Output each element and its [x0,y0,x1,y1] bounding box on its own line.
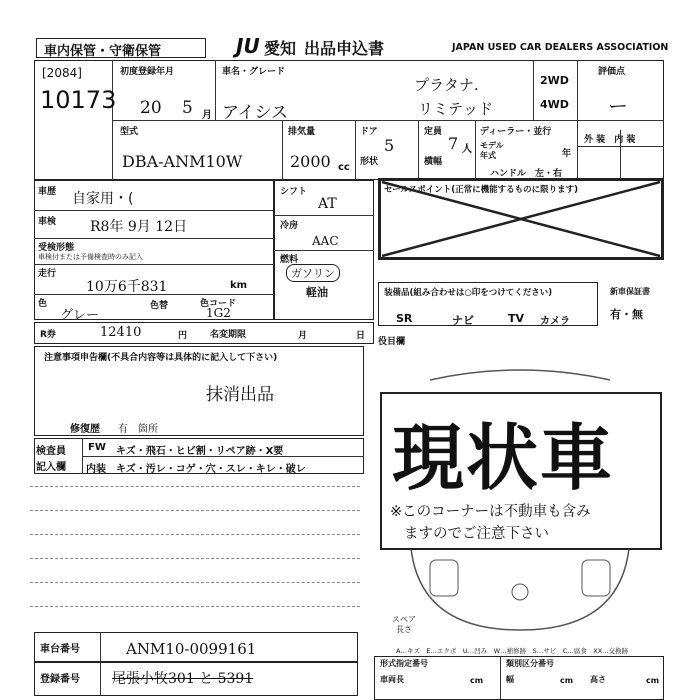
car-name-value: アイシス [222,103,288,123]
drive-4wd: 4WD [540,98,569,111]
doors-value: 5 [384,136,395,155]
dealer-label: ディーラー・並行 [480,127,552,137]
equipment-sr: SR [396,312,413,325]
recycle-value: 12410 [100,325,142,340]
inspector-inner: 内装 [86,464,106,475]
spec-length-label: 車両長 [380,675,404,684]
first-registration-label: 初度登録年月 [120,67,175,77]
fuel-value: ガソリン [286,264,340,282]
history-value: 自家用・( [72,191,134,207]
shift-value: AT [318,196,337,212]
page-title: 出品申込書 [304,39,385,58]
first-registration-month: 5 [182,98,193,118]
history-label: 車歴 [38,187,57,197]
car-grade-line1: プラタナ. [414,76,479,94]
registration-value: 尾張小牧301 と 5391 [112,671,254,687]
shift-label: シフト [280,187,308,197]
exterior-label: 外 装 内 装 [584,135,636,145]
displacement-label: 排気量 [288,127,316,137]
recycle-row [34,322,374,344]
equipment-navi: ナビ [452,314,474,327]
color-code-label: 色コード [200,299,237,309]
repair-value: 有 箇所 [118,424,158,435]
new-car-warranty-label: 新車保証書 [610,287,650,296]
spec-width-label: 幅 [506,675,514,684]
model-label: 型式 [120,127,139,137]
spec-category-label: 類別区分番号 [506,659,554,668]
rating-label: 評価点 [598,67,626,77]
color-label: 色 [38,299,48,309]
repair-label: 修復歴 [70,424,100,435]
spec-height-label: 高さ [590,675,606,684]
car-grade-line2: リミテッド [418,100,494,118]
notes-text: 抹消出品 [206,385,274,405]
inspector-fw: FW [88,442,106,453]
handle-label: ハンドル 左・右 [490,169,563,179]
deadline-label: 名変期限 [210,330,247,340]
memo-label: 役目欄 [378,337,406,347]
diagram-spare-label: スペア [392,615,416,624]
model-year-label: モデル [480,141,504,150]
as-is-stamp-title: 現状車 [392,416,615,500]
model-value: DBA-ANM10W [122,152,243,171]
body-shape-label: 形状 [360,157,379,167]
chassis-label: 車台番号 [40,644,80,655]
inspection-label: 車検 [38,217,57,227]
new-car-warranty-value: 有・無 [610,308,643,321]
first-registration-year: 20 [140,98,162,118]
inspector-row1: キズ・飛石・ヒビ割・リペア跡・X要 [116,446,284,457]
equipment-camera: カメラ [540,316,570,327]
capacity-label: 定員 [424,127,443,137]
fuel-label: 燃料 [280,255,299,265]
rating-value: ー [608,94,628,118]
ac-value: AAC [312,234,339,248]
as-is-stamp-note1: ※このコーナーは不動車も含み [390,504,591,520]
color-change-label: 色替 [150,301,169,311]
inspector-label1: 検査員 [36,446,66,457]
inspection-type-label: 受検形態 [38,243,75,253]
notes-label: 注意事項申告欄(不具合内容等は具体的に記入して下さい) [44,353,278,363]
drive-2wd: 2WD [540,74,569,87]
doors-label: ドア [360,127,378,137]
mileage-value: 10万6千831 [86,279,168,295]
ju-logo: JU [236,34,260,58]
as-is-stamp-note2: ますのでご注意下さい [404,526,549,542]
recycle-label: R券 [40,330,56,340]
association-name: JAPAN USED CAR DEALERS ASSOCIATION [452,42,669,53]
equipment-label: 装備品(組み合わせは○印をつけてください) [384,288,553,298]
ac-label: 冷房 [280,221,299,231]
fuel-alt: 軽油 [306,286,328,299]
sales-point-label: セールスポイント(正常に機能するものに限ります) [384,185,579,195]
color-value: グレー [60,308,100,323]
displacement-value: 2000 [290,152,331,171]
capacity-value: 7 [448,134,459,153]
chassis-value: ANM10-0099161 [126,640,257,658]
mileage-label: 走行 [38,269,57,279]
logo-text: 愛知 [264,39,297,58]
inspection-value: R8年 9月 12日 [90,219,188,235]
equipment-tv: TV [508,312,525,325]
header-tab-labels: 車内保管・守衛保管 [44,44,162,59]
car-name-label: 車名・グレード [222,67,286,77]
inspector-label2: 記入欄 [36,462,66,473]
diagram-front-label: 長さ [396,625,412,634]
diagram-legend: A…キズ E…エクボ U…凹み W…補修跡 S…サビ C…腐食 XX…交換跡 [396,647,629,655]
layout-label: 横幅 [424,157,443,167]
lot-code: [2084] [42,66,82,80]
sales-point-cross [378,178,664,260]
spec-form-label: 形式指定番号 [380,659,428,668]
color-code-value: 1G2 [206,306,231,320]
inspector-row2: キズ・汚レ・コゲ・穴・スレ・キレ・破レ [116,464,306,475]
registration-label: 登録番号 [40,674,80,685]
lot-number: 10173 [40,86,117,114]
